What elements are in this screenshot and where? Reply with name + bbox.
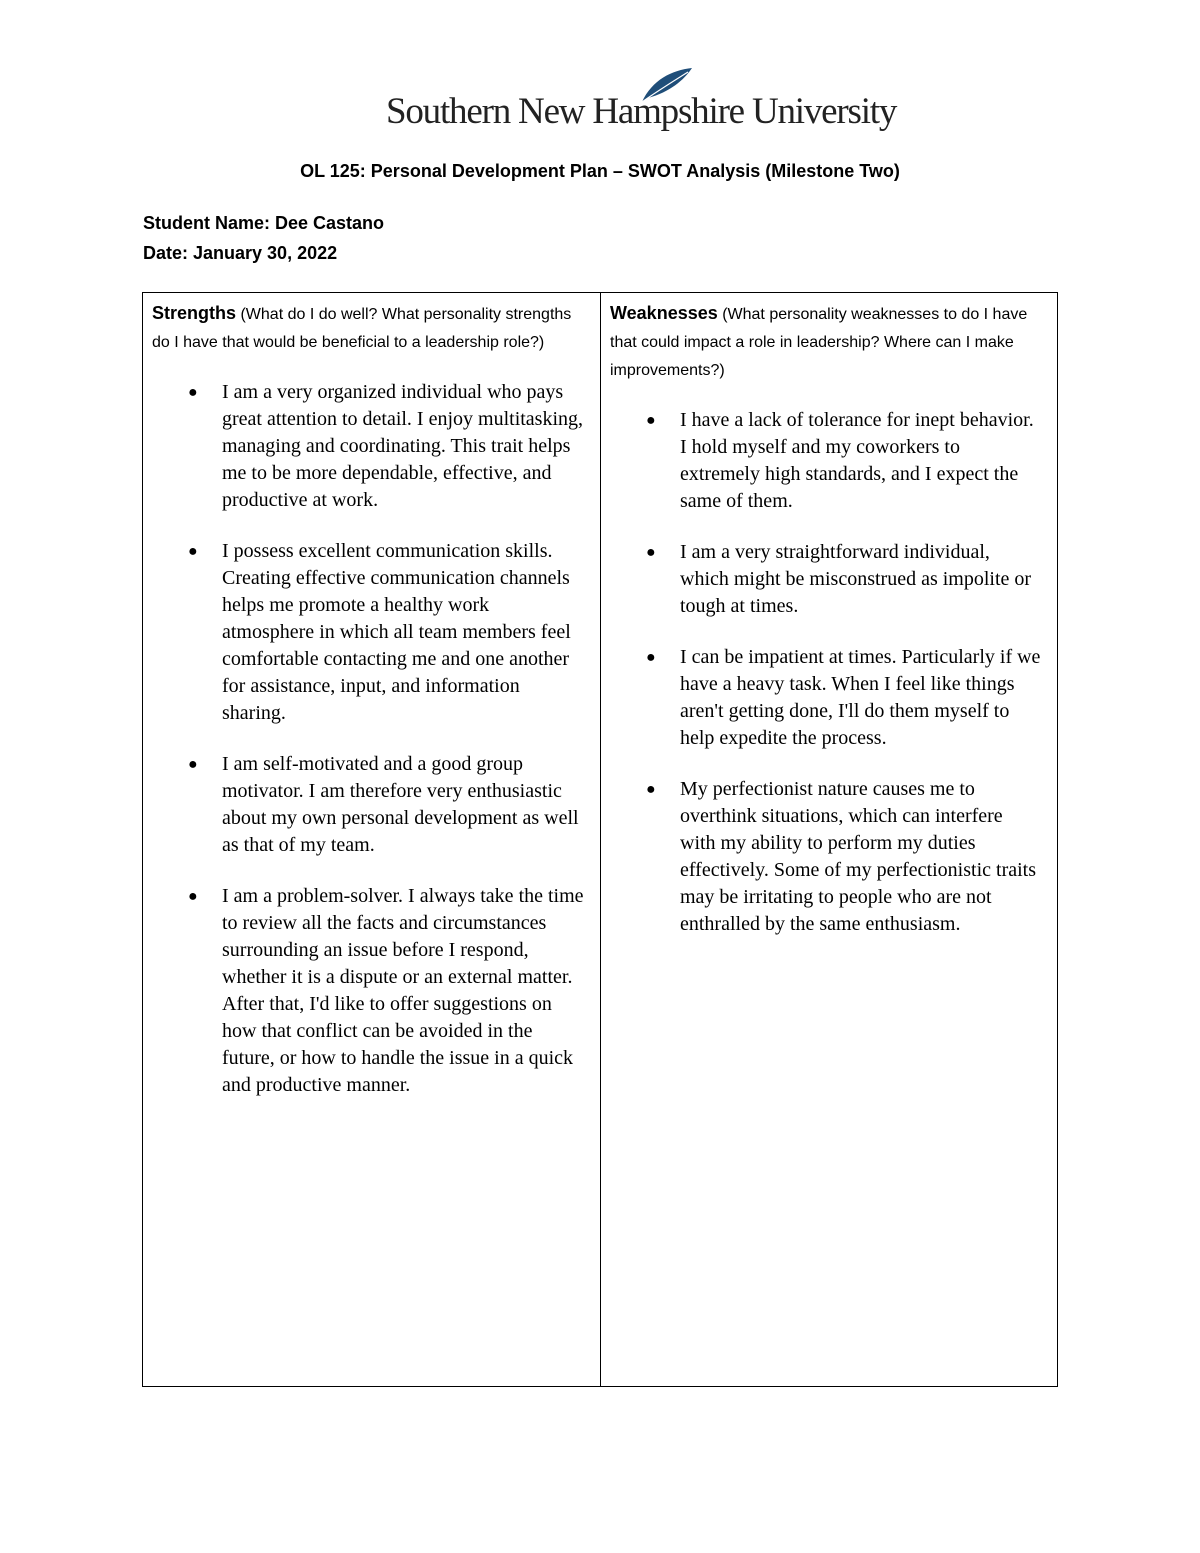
weakness-text: My perfectionist nature causes me to overthink situations, which can interfere with my ability to perform my duties effectively. Some of my perfectionistic traits may be irritating to people who are not enthralled by the same enthusiasm. [680,778,1036,935]
list-item [152,883,590,1099]
strengths-list [152,379,590,1099]
university-logo [380,68,897,138]
bullet-icon: ● [646,412,656,429]
strength-text: I possess excellent communication skills. Creating effective communication channels helps me promote a healthy work atmosphere in which all team members feel comfortable contacting me and one another for assistance, input, and information sharing. [222,540,571,724]
bullet-icon: ● [646,649,656,666]
bullet-icon: ● [646,781,656,798]
weaknesses-column [600,293,1057,1386]
strength-text: I am self-motivated and a good group motivator. I am therefore very enthusiastic about my own personal development as well as that of my team. [222,753,579,856]
weaknesses-heading: Weaknesses [610,303,718,323]
list-item [152,751,590,859]
weaknesses-prompt: (What personality weaknesses to do I have that could impact a role in leadership? Where can I make improvements?) [610,306,1028,379]
bullet-icon: ● [188,756,198,773]
weakness-text: I can be impatient at times. Particularly if we have a heavy task. When I feel like things aren't getting done, I'll do them myself to help expedite the process. [680,646,1041,749]
weakness-text: I am a very straightforward individual, which might be misconstrued as impolite or tough at times. [680,541,1032,617]
document-date: Date: January 30, 2022 [143,243,338,263]
document-title: OL 125: Personal Development Plan – SWOT Analysis (Milestone Two) [300,161,900,181]
bullet-icon: ● [188,384,198,401]
bullet-icon: ● [188,888,198,905]
list-item [152,379,590,514]
strengths-column [143,293,600,1386]
strengths-header [152,299,590,357]
list-item [152,538,590,727]
university-name: Southern New Hampshire University [386,91,897,132]
weaknesses-list [610,407,1047,938]
strength-text: I am a very organized individual who pays great attention to detail. I enjoy multitasking, managing and coordinating. This trait helps me to be more dependable, effective, and productive at work. [222,381,584,511]
list-item [610,644,1047,752]
bullet-icon: ● [188,543,198,560]
student-name: Student Name: Dee Castano [143,213,385,233]
weaknesses-header [610,299,1047,385]
strengths-heading: Strengths [152,303,237,323]
strengths-prompt: (What do I do well? What personality strengths do I have that would be beneficial to a leadership role?) [152,306,572,351]
list-item [610,539,1047,620]
list-item [610,776,1047,938]
list-item [610,407,1047,515]
bullet-icon: ● [646,544,656,561]
strength-text: I am a problem-solver. I always take the time to review all the facts and circumstances surrounding an issue before I respond, whether it is a dispute or an external matter. After that, I'd like to offer suggestions on how that conflict can be avoided in the future, or how to handle the issue in a quick and productive manner. [222,885,584,1096]
swot-table [142,292,1058,1387]
weakness-text: I have a lack of tolerance for inept behavior. I hold myself and my coworkers to extremely high standards, and I expect the same of them. [680,409,1034,512]
